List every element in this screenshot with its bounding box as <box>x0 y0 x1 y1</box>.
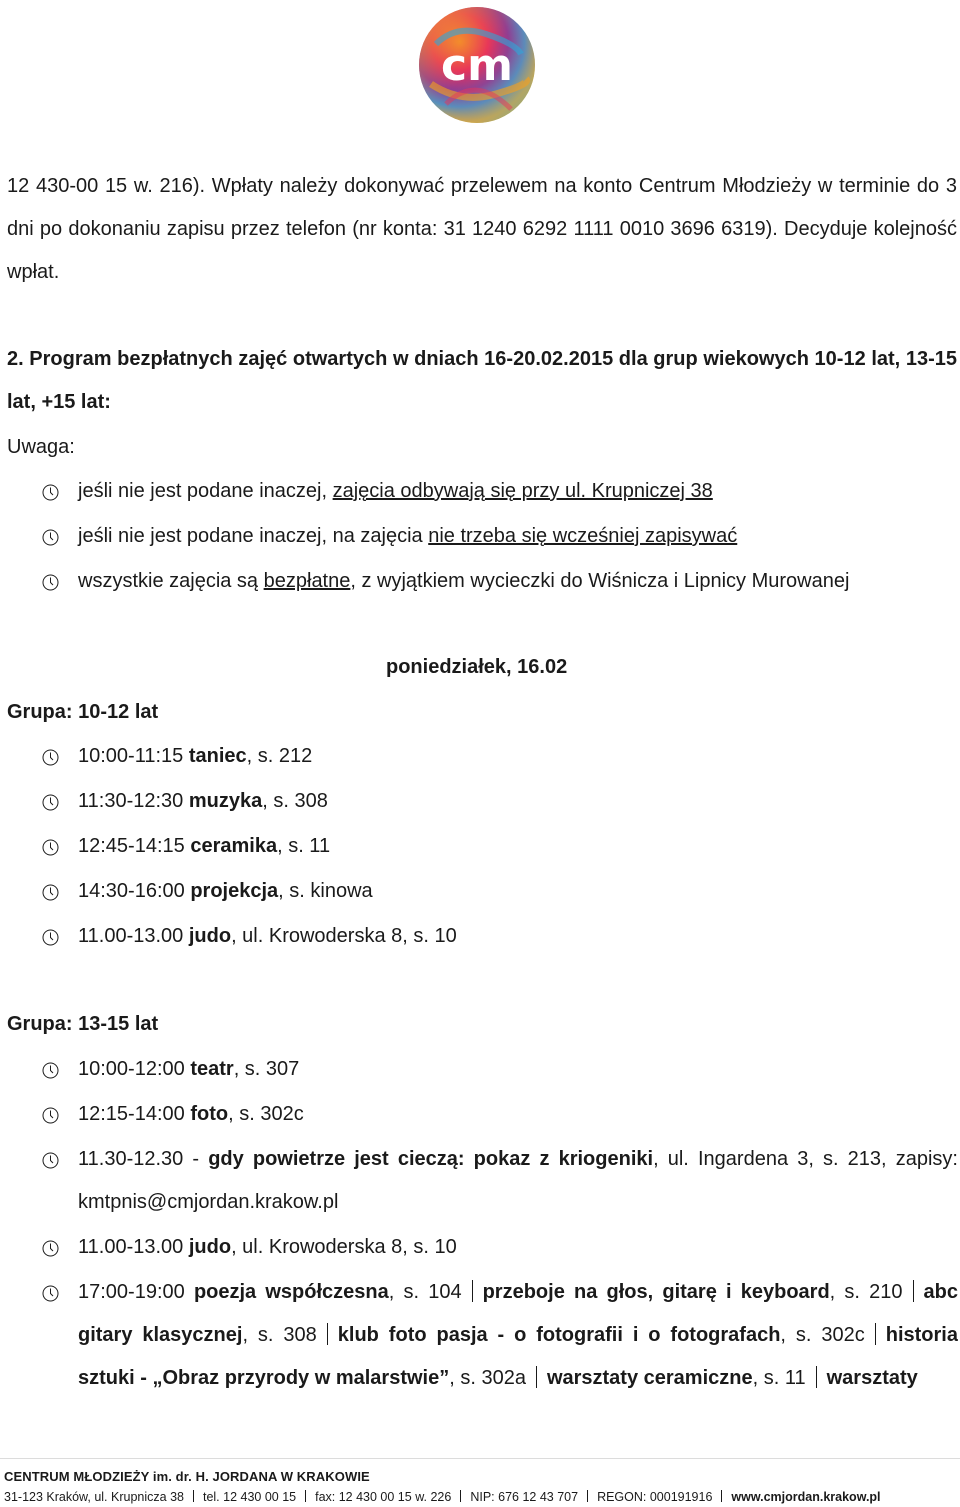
schedule-item: 10:00-12:00 teatr, s. 307 <box>42 1048 958 1091</box>
footer-contact <box>4 1490 881 1504</box>
footer-tel: tel. 12 430 00 15 <box>202 1490 297 1504</box>
cm-logo <box>416 4 538 126</box>
note-item: jeśli nie jest podane inaczej, zajęcia odbywają się przy ul. Krupniczej 38 <box>42 470 958 513</box>
clock-bullet-icon <box>42 1285 59 1302</box>
schedule-item: 11.30-12.30 - gdy powietrze jest cieczą: pokaz z kriogeniki, ul. Ingardena 3, s. 213, zapisy: kmtpnis@cmjordan.krakow.pl <box>42 1138 958 1224</box>
clock-bullet-icon <box>42 529 59 546</box>
clock-bullet-icon <box>42 574 59 591</box>
schedule-item: 11.00-13.00 judo, ul. Krowoderska 8, s. 10 <box>42 1226 958 1269</box>
clock-bullet-icon <box>42 794 59 811</box>
note-link: nie trzeba się wcześniej zapisywać <box>428 525 738 547</box>
schedule-item: 12:45-14:15 ceramika, s. 11 <box>42 825 958 868</box>
separator <box>472 1280 473 1302</box>
footer-regon: REGON: 000191916 <box>597 1490 713 1504</box>
clock-bullet-icon <box>42 884 59 901</box>
footer-address: 31-123 Kraków, ul. Krupnicza 38 <box>4 1490 184 1504</box>
schedule-item: 17:00-19:00 poezja współczesna, s. 104 przeboje na głos, gitarę i keyboard, s. 210 abc gitary klasycznej, s. 308 klub foto pasja - o fotografii i o fotografach, s. 302c historia sztuki - „Obraz przyrody w malarstwie”, s. 302a warsztaty ceramiczne, s. 11 warsztaty <box>42 1271 958 1401</box>
clock-bullet-icon <box>42 839 59 856</box>
day-heading: poniedziałek, 16.02 <box>386 656 568 678</box>
group-title: Grupa: 13-15 lat <box>7 1013 159 1035</box>
intro-paragraph: 12 430-00 15 w. 216). Wpłaty należy dokonywać przelewem na konto Centrum Młodzieży w terminie do 3 dni po dokonaniu zapisu przez telefon (nr konta: 31 1240 6292 1111 0010 3696 6319). Decyduje kolejność wpłat. <box>7 175 957 283</box>
separator <box>875 1323 876 1345</box>
note-item: wszystkie zajęcia są bezpłatne, z wyjątkiem wycieczki do Wiśnicza i Lipnicy Murowanej <box>42 560 958 603</box>
svg-text:cm: cm <box>441 40 513 91</box>
separator <box>536 1366 537 1388</box>
separator <box>816 1366 817 1388</box>
footer-org: CENTRUM MŁODZIEŻY im. dr. H. JORDANA W KRAKOWIE <box>4 1469 370 1484</box>
footer-nip: NIP: 676 12 43 707 <box>470 1490 579 1504</box>
note-item: jeśli nie jest podane inaczej, na zajęcia nie trzeba się wcześniej zapisywać <box>42 515 958 558</box>
section-heading: 2. Program bezpłatnych zajęć otwartych w dniach 16-20.02.2015 dla grup wiekowych 10-12 lat, 13-15 lat, +15 lat: <box>7 348 957 413</box>
note-link: zajęcia odbywają się przy ul. Krupniczej 38 <box>332 480 713 502</box>
separator <box>327 1323 328 1345</box>
separator <box>913 1280 914 1302</box>
schedule-item: 10:00-11:15 taniec, s. 212 <box>42 735 958 778</box>
clock-bullet-icon <box>42 749 59 766</box>
note-link: bezpłatne <box>263 570 351 592</box>
clock-bullet-icon <box>42 1107 59 1124</box>
clock-bullet-icon <box>42 929 59 946</box>
schedule-item: 11.00-13.00 judo, ul. Krowoderska 8, s. 10 <box>42 915 958 958</box>
footer-website-link[interactable]: www.cmjordan.krakow.pl <box>731 1490 881 1504</box>
schedule-item: 11:30-12:30 muzyka, s. 308 <box>42 780 958 823</box>
schedule-item: 14:30-16:00 projekcja, s. kinowa <box>42 870 958 913</box>
page-footer <box>0 1458 960 1507</box>
group-title: Grupa: 10-12 lat <box>7 701 159 723</box>
clock-bullet-icon <box>42 1062 59 1079</box>
footer-fax: fax: 12 430 00 15 w. 226 <box>315 1490 452 1504</box>
note-label: Uwaga: <box>7 436 75 458</box>
clock-bullet-icon <box>42 1152 59 1169</box>
clock-bullet-icon <box>42 1240 59 1257</box>
clock-bullet-icon <box>42 484 59 501</box>
schedule-item: 12:15-14:00 foto, s. 302c <box>42 1093 958 1136</box>
